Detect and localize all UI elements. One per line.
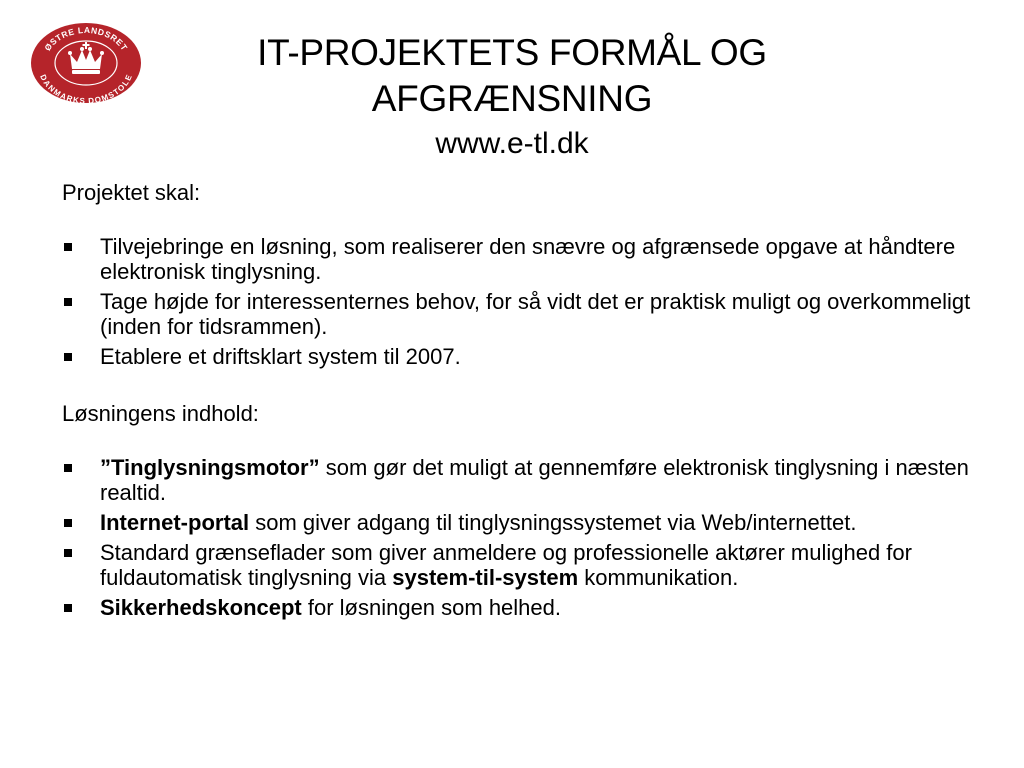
list-item: Tilvejebringe en løsning, som realiserer den snævre og afgrænsede opgave at håndtere elektronisk tinglysning. — [62, 234, 982, 284]
svg-text:ØSTRE LANDSRET: ØSTRE LANDSRET — [42, 24, 130, 53]
section-heading-loesning: Løsningens indhold: — [62, 401, 259, 426]
title-line-2: AFGRÆNSNING — [371, 78, 653, 119]
title-url: www.e-tl.dk — [435, 127, 589, 160]
title-line-1: IT-PROJEKTETS FORMÅL OG — [257, 32, 767, 73]
square-bullet-icon — [64, 549, 72, 557]
list-item: Tage højde for interessenternes behov, for så vidt det er praktisk muligt og overkommeligt (inden for tidsrammen). — [62, 289, 982, 339]
square-bullet-icon — [64, 243, 72, 251]
square-bullet-icon — [64, 464, 72, 472]
court-seal-logo — [30, 22, 142, 104]
slide-title — [200, 30, 824, 162]
slide-body — [62, 180, 982, 625]
square-bullet-icon — [64, 353, 72, 361]
square-bullet-icon — [64, 604, 72, 612]
section-heading-projektet: Projektet skal: — [62, 180, 201, 205]
svg-text:DANMARKS DOMSTOLE: DANMARKS DOMSTOLE — [38, 73, 134, 104]
list-item: ”Tinglysningsmotor” som gør det muligt at gennemføre elektronisk tinglysning i næsten realtid. — [62, 455, 982, 505]
list-item: Internet-portal som giver adgang til tinglysningssystemet via Web/internettet. — [62, 510, 982, 535]
crown-seal-icon — [30, 22, 142, 104]
square-bullet-icon — [64, 519, 72, 527]
list-item: Etablere et driftsklart system til 2007. — [62, 344, 982, 369]
square-bullet-icon — [64, 298, 72, 306]
list-item: Sikkerhedskoncept for løsningen som helhed. — [62, 595, 982, 620]
bullet-list-projektet — [62, 234, 982, 369]
list-item: Standard grænseflader som giver anmeldere og professionelle aktører mulighed for fuldautomatisk tinglysning via system-til-system kommunikation. — [62, 540, 982, 590]
bullet-list-loesning — [62, 455, 982, 620]
